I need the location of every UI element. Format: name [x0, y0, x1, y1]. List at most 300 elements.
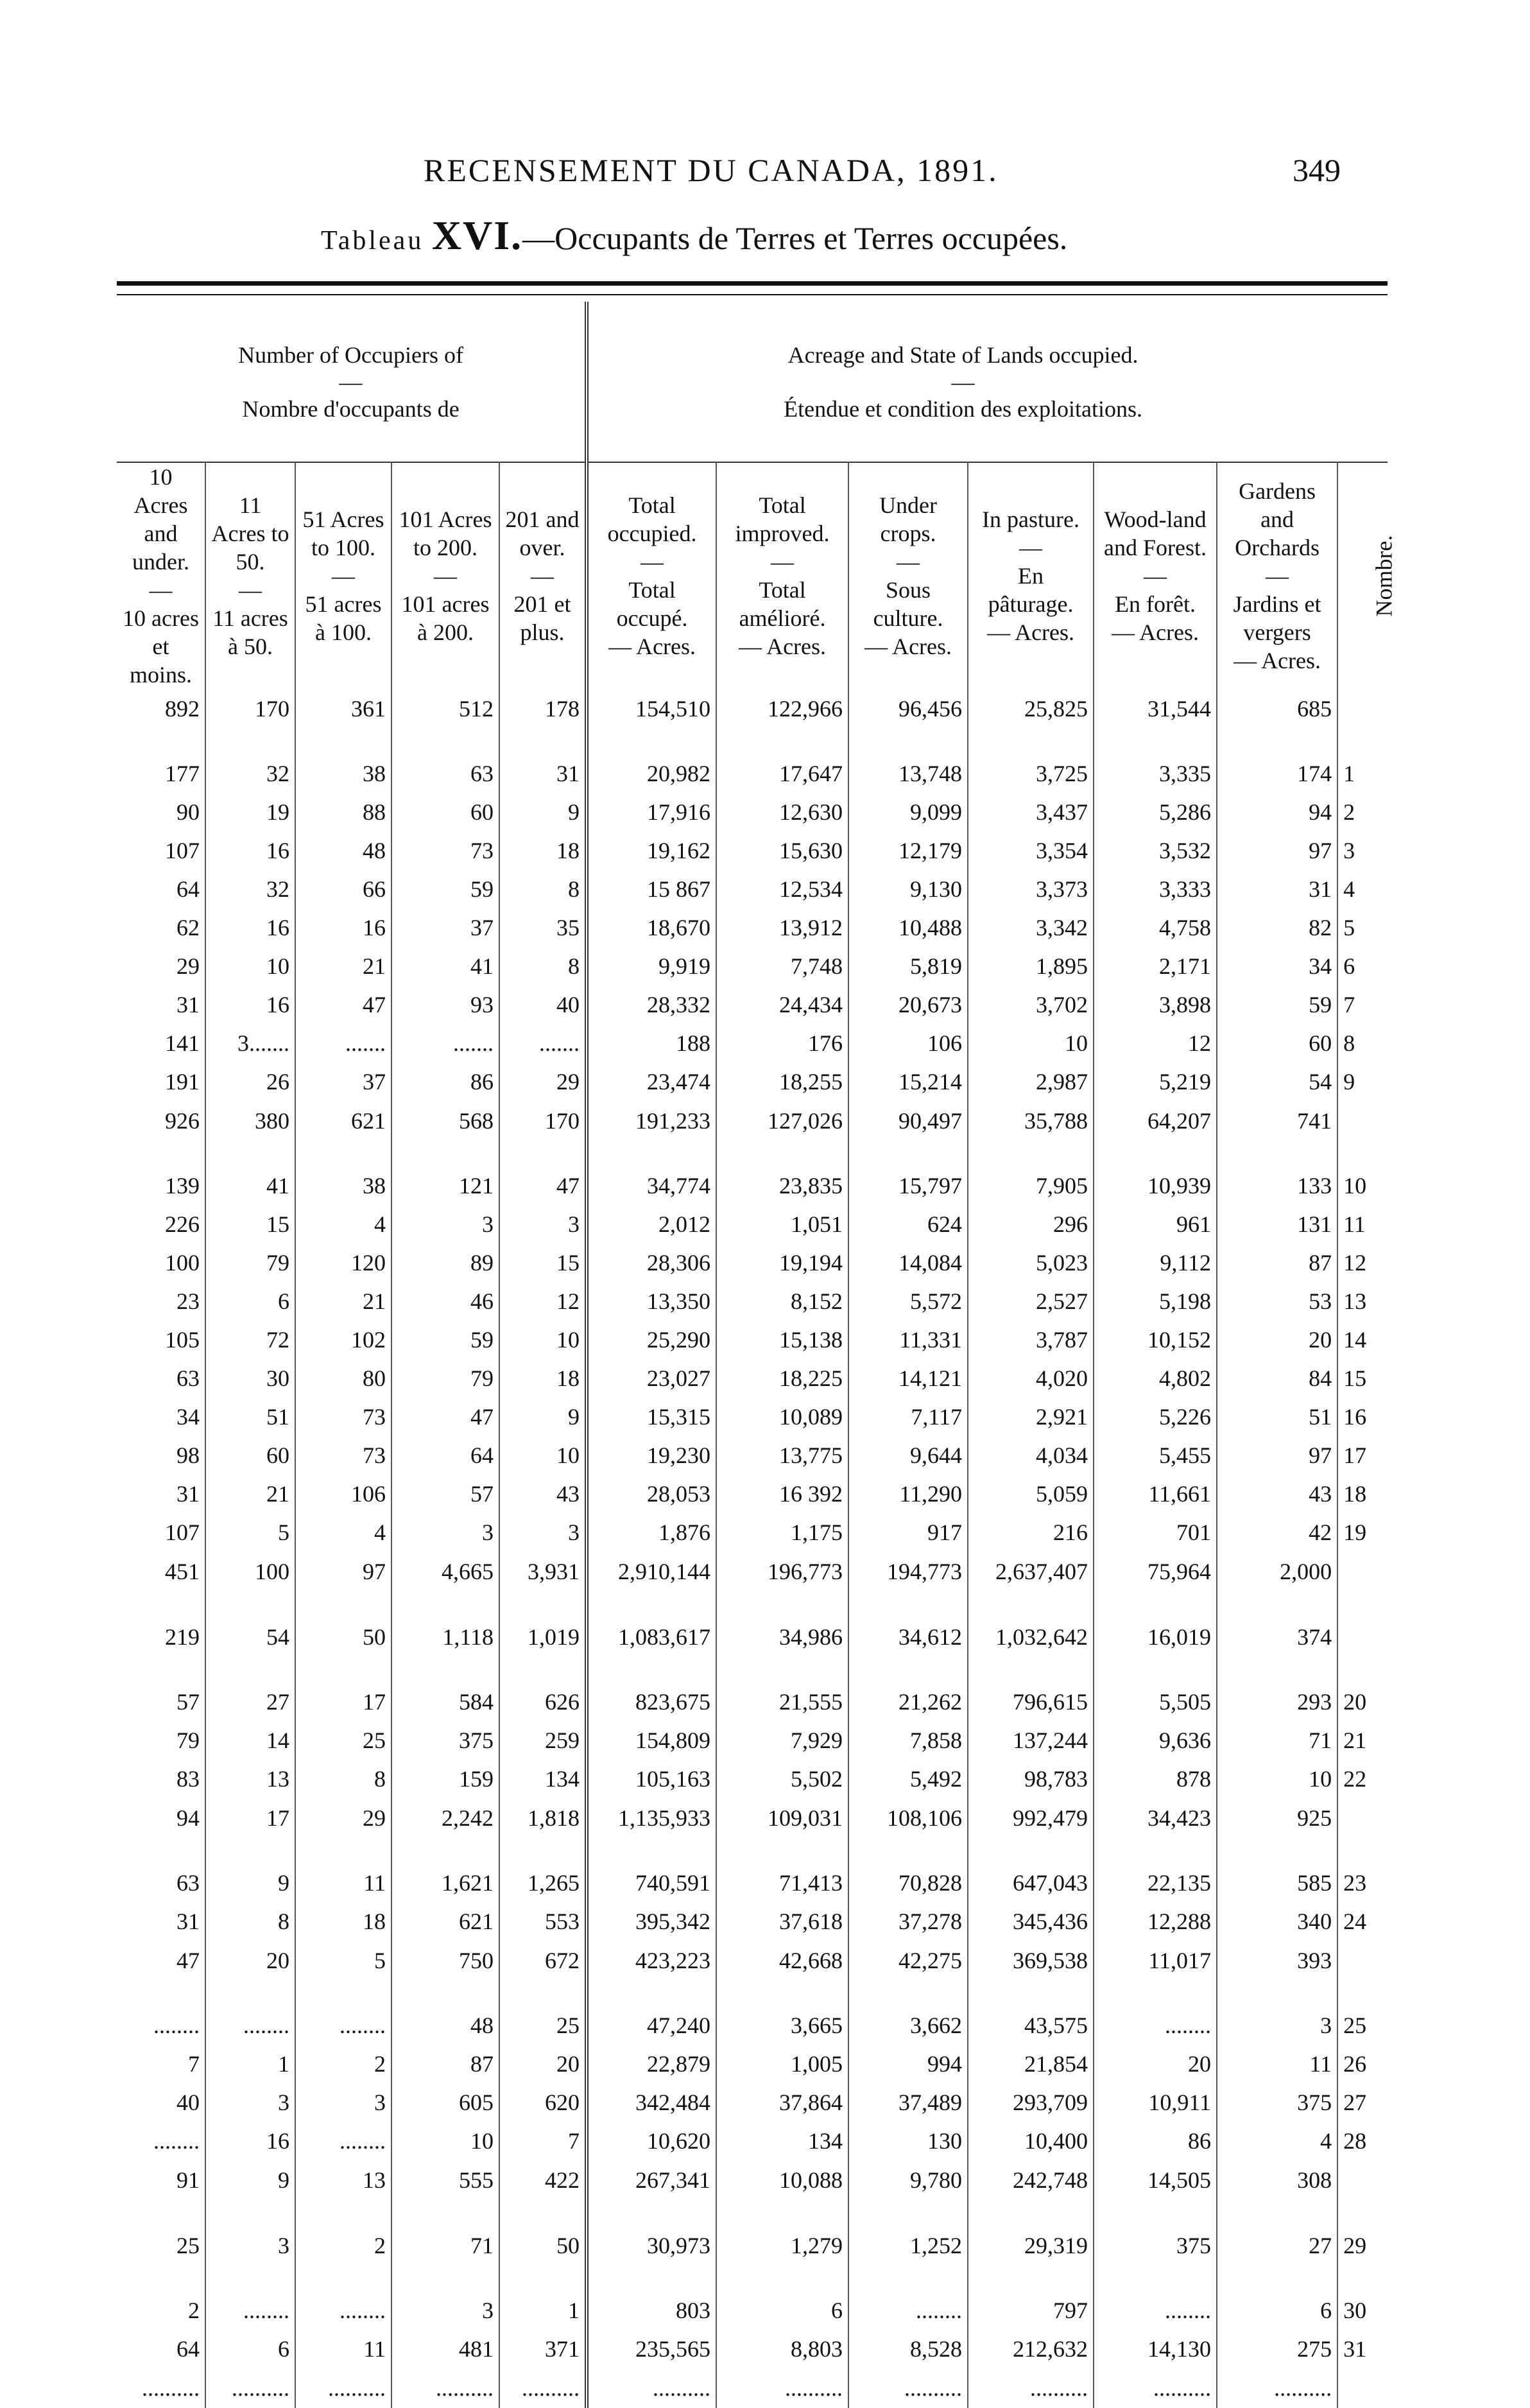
- gap-cell: [391, 2200, 499, 2226]
- table-cell: 5,226: [1094, 1398, 1217, 1436]
- table-cell-ref: 14: [1343, 1327, 1367, 1353]
- table-cell: 134: [716, 2122, 848, 2160]
- table-cell: 17,647: [716, 754, 848, 793]
- table-cell: 34,774: [587, 1166, 716, 1205]
- table-cell: 568: [391, 1101, 499, 1141]
- table-cell: 176: [716, 1024, 848, 1062]
- gap-cell: [716, 2200, 848, 2226]
- table-cell: ........: [295, 2291, 391, 2330]
- table-cell: 375: [391, 1721, 499, 1760]
- row-gap: [117, 1591, 1388, 1617]
- gap-cell: [1337, 1657, 1388, 1683]
- gap-cell: [1217, 1591, 1337, 1617]
- gap-cell: [1094, 729, 1217, 754]
- column-header-in-pasture: In pasture. — En pâturage. — Acres.: [968, 462, 1094, 689]
- gap-cell: [587, 729, 716, 754]
- table-cell: 5,819: [848, 947, 968, 985]
- table-cell: 18: [499, 1359, 587, 1398]
- table-cell: 16: [205, 2122, 295, 2160]
- table-cell: 37,618: [716, 1902, 848, 1941]
- gap-cell: [848, 1980, 968, 2006]
- gap-cell: [968, 1657, 1094, 1683]
- table-cell: 878: [1094, 1760, 1217, 1798]
- column-header-101-200-acres: 101 Acres to 200. — 101 acres à 200.: [391, 462, 499, 689]
- table-row: [117, 985, 1388, 1024]
- table-cell: 10,488: [848, 908, 968, 947]
- table-cell: 5,198: [1094, 1282, 1217, 1321]
- table-cell: 47,240: [587, 2006, 716, 2045]
- table-cell: 308: [1217, 2160, 1337, 2200]
- table-cell: 20,673: [848, 985, 968, 1024]
- table-cell: 3,373: [968, 870, 1094, 908]
- table-cell: 20: [205, 1941, 295, 1980]
- table-cell: 196,773: [716, 1552, 848, 1591]
- table-cell: 8: [295, 1760, 391, 1798]
- table-cell: 3,335: [1094, 754, 1217, 793]
- gap-cell: [295, 1980, 391, 2006]
- table-cell: 66: [295, 870, 391, 908]
- table-cell: 605: [391, 2083, 499, 2122]
- table-cell: 18: [499, 831, 587, 870]
- table-cell-ref: 21: [1343, 1728, 1367, 1753]
- gap-cell: [716, 1838, 848, 1864]
- table-cell: 53: [1217, 1282, 1337, 1321]
- table-cell: 423,223: [587, 1941, 716, 1980]
- table-cell: 1,135,933: [587, 1798, 716, 1838]
- table-cell: 54: [205, 1617, 295, 1657]
- table-cell: .......: [295, 1024, 391, 1062]
- table-cell: 64,207: [1094, 1101, 1217, 1141]
- table-cell: 38: [295, 1166, 391, 1205]
- column-header-woodland-forest: Wood-land and Forest. — En forêt. — Acres.: [1094, 462, 1217, 689]
- table-cell: 100: [117, 1243, 205, 1282]
- table-cell: 23: [117, 1282, 205, 1321]
- gap-cell: [587, 1980, 716, 2006]
- table-cell: 46: [391, 1282, 499, 1321]
- table-row: [117, 870, 1388, 908]
- table-cell-ref: [1337, 1798, 1388, 1838]
- table-cell: 647,043: [968, 1864, 1094, 1902]
- header-column-row: [117, 462, 1388, 689]
- table-cell: 25: [499, 2006, 587, 2045]
- table-cell: 3,725: [968, 754, 1094, 793]
- table-row: [117, 1321, 1388, 1359]
- table-cell: 14: [205, 1721, 295, 1760]
- gap-cell: [1337, 1591, 1388, 1617]
- header-group-empty: [1337, 302, 1388, 462]
- table-cell: 63: [117, 1359, 205, 1398]
- gap-cell: [205, 1591, 295, 1617]
- table-cell-ref: 15: [1343, 1365, 1367, 1391]
- table-cell: 84: [1217, 1359, 1337, 1398]
- table-cell: 31: [499, 754, 587, 793]
- table-row: [117, 1864, 1388, 1902]
- table-cell: 1: [205, 2045, 295, 2083]
- table-cell: 14,084: [848, 1243, 968, 1282]
- table-cell: ..........: [295, 2368, 391, 2408]
- table-cell: 395,342: [587, 1902, 716, 1941]
- table-cell: 7: [499, 2122, 587, 2160]
- table-cell: 37,489: [848, 2083, 968, 2122]
- gap-cell: [1217, 1980, 1337, 2006]
- row-gap: [117, 1838, 1388, 1864]
- table-row: [117, 1062, 1388, 1101]
- table-cell: 47: [295, 985, 391, 1024]
- table-cell: 7,858: [848, 1721, 968, 1760]
- table-cell: 37,278: [848, 1902, 968, 1941]
- table-cell: 10,089: [716, 1398, 848, 1436]
- table-cell: 127,026: [716, 1101, 848, 1141]
- table-cell: 120: [295, 1243, 391, 1282]
- gap-cell: [968, 1591, 1094, 1617]
- table-cell: 375: [1217, 2083, 1337, 2122]
- table-cell: 29: [117, 947, 205, 985]
- table-row: [117, 1475, 1388, 1513]
- table-cell: 73: [295, 1436, 391, 1475]
- page-number: 349: [1293, 152, 1341, 188]
- table-cell: 8: [499, 870, 587, 908]
- table-cell: 296: [968, 1205, 1094, 1243]
- table-cell: 100: [205, 1552, 295, 1591]
- gap-cell: [587, 1141, 716, 1166]
- table-cell: 14,130: [1094, 2330, 1217, 2368]
- table-cell: 122,966: [716, 689, 848, 729]
- table-cell: 108,106: [848, 1798, 968, 1838]
- table-row: [117, 2122, 1388, 2160]
- table-cell: 11,661: [1094, 1475, 1217, 1513]
- table-cell: 31,544: [1094, 689, 1217, 729]
- table-cell: 3: [205, 2226, 295, 2265]
- table-cell: 107: [117, 1513, 205, 1552]
- table-cell: 672: [499, 1941, 587, 1980]
- table-cell: 35,788: [968, 1101, 1094, 1141]
- table-cell: 10,152: [1094, 1321, 1217, 1359]
- table-cell: ........: [295, 2006, 391, 2045]
- table-cell: 93: [391, 985, 499, 1024]
- gap-cell: [295, 1141, 391, 1166]
- table-cell-ref: 20: [1343, 1689, 1367, 1715]
- table-cell: 15,138: [716, 1321, 848, 1359]
- table-cell: 48: [295, 831, 391, 870]
- gap-cell: [499, 1657, 587, 1683]
- table-cell: 750: [391, 1941, 499, 1980]
- table-cell: 7,117: [848, 1398, 968, 1436]
- column-header-nombre: Nombre.: [1371, 535, 1397, 617]
- table-row: [117, 2006, 1388, 2045]
- table-cell: 22,135: [1094, 1864, 1217, 1902]
- table-row: [117, 1282, 1388, 1321]
- table-cell: 90: [117, 793, 205, 831]
- table-cell: 105,163: [587, 1760, 716, 1798]
- table-cell: 4: [1217, 2122, 1337, 2160]
- table-cell: 21,555: [716, 1683, 848, 1721]
- table-cell: 3: [499, 1513, 587, 1552]
- table-cell: 86: [391, 1062, 499, 1101]
- table-cell: 35: [499, 908, 587, 947]
- table-cell: 10: [499, 1436, 587, 1475]
- table-cell: 925: [1217, 1798, 1337, 1838]
- table-cell: 38: [295, 754, 391, 793]
- table-cell: 54: [1217, 1062, 1337, 1101]
- table-cell: 961: [1094, 1205, 1217, 1243]
- table-cell: 2,527: [968, 1282, 1094, 1321]
- header-group-row: [117, 302, 1388, 462]
- table-cell: 5,059: [968, 1475, 1094, 1513]
- table-cell: 71,413: [716, 1864, 848, 1902]
- table-cell: 62: [117, 908, 205, 947]
- table-cell: 28,332: [587, 985, 716, 1024]
- table-cell: 194,773: [848, 1552, 968, 1591]
- table-cell: .......: [499, 1024, 587, 1062]
- table-cell: 43: [1217, 1475, 1337, 1513]
- table-cell: 89: [391, 1243, 499, 1282]
- table-cell: ........: [1094, 2006, 1217, 2045]
- table-cell: 106: [295, 1475, 391, 1513]
- table-cell: ..........: [391, 2368, 499, 2408]
- table-cell: 1,032,642: [968, 1617, 1094, 1657]
- table-cell: ..........: [716, 2368, 848, 2408]
- table-cell: 8: [205, 1902, 295, 1941]
- table-cell: 4: [295, 1513, 391, 1552]
- table-cell-ref: 10: [1343, 1173, 1367, 1199]
- gap-cell: [117, 2200, 205, 2226]
- gap-cell: [205, 2265, 295, 2291]
- table-cell: 361: [295, 689, 391, 729]
- table-cell: 57: [117, 1683, 205, 1721]
- table-cell: 2,242: [391, 1798, 499, 1838]
- gap-cell: [716, 1141, 848, 1166]
- table-cell: 59: [1217, 985, 1337, 1024]
- table-cell-ref: 4: [1343, 876, 1355, 902]
- table-cell: 701: [1094, 1513, 1217, 1552]
- table-cell: 25,290: [587, 1321, 716, 1359]
- table-cell-ref: 7: [1343, 992, 1355, 1018]
- table-cell: 34: [1217, 947, 1337, 985]
- table-row-total: [117, 1552, 1388, 1591]
- table-row: [117, 947, 1388, 985]
- table-cell: 26: [205, 1062, 295, 1101]
- table-cell: 7: [117, 2045, 205, 2083]
- table-cell: 3,342: [968, 908, 1094, 947]
- table-cell: 2,000: [1217, 1552, 1337, 1591]
- table-row: [117, 1205, 1388, 1243]
- table-cell: 4,020: [968, 1359, 1094, 1398]
- table-cell: 685: [1217, 689, 1337, 729]
- table-cell: 422: [499, 2160, 587, 2200]
- table-cell: ........: [295, 2122, 391, 2160]
- table-cell: 105: [117, 1321, 205, 1359]
- table-row-total: [117, 1101, 1388, 1141]
- table-cell: 5: [295, 1941, 391, 1980]
- table-cell: 992,479: [968, 1798, 1094, 1838]
- table-cell: 25: [117, 2226, 205, 2265]
- table-cell: 1,265: [499, 1864, 587, 1902]
- table-title: [321, 212, 1067, 259]
- table-cell: 133: [1217, 1166, 1337, 1205]
- gap-cell: [295, 1657, 391, 1683]
- table-cell: 3: [205, 2083, 295, 2122]
- table-cell: 11,017: [1094, 1941, 1217, 1980]
- table-cell-ref: 29: [1343, 2233, 1367, 2258]
- column-header-total-improved: Total improved. — Total amélioré. — Acres.: [716, 462, 848, 689]
- table-cell: 216: [968, 1513, 1094, 1552]
- gap-cell: [391, 1591, 499, 1617]
- column-header-11-50-acres: 11 Acres to 50. — 11 acres à 50.: [205, 462, 295, 689]
- table-cell: 30,973: [587, 2226, 716, 2265]
- table-cell: 21: [205, 1475, 295, 1513]
- table-cell: 94: [1217, 793, 1337, 831]
- gap-cell: [1094, 2200, 1217, 2226]
- table-cell: 11: [295, 2330, 391, 2368]
- row-gap: [117, 1141, 1388, 1166]
- table-cell-ref: 1: [1343, 761, 1355, 786]
- table-cell: 42,668: [716, 1941, 848, 1980]
- gap-cell: [1337, 729, 1388, 754]
- table-cell: 43,575: [968, 2006, 1094, 2045]
- table-cell: 97: [1217, 831, 1337, 870]
- table-cell: 18,670: [587, 908, 716, 947]
- gap-cell: [848, 1141, 968, 1166]
- gap-cell: [391, 1141, 499, 1166]
- table-cell: 5,502: [716, 1760, 848, 1798]
- table-cell: 15,797: [848, 1166, 968, 1205]
- table-cell: 9,780: [848, 2160, 968, 2200]
- table-cell: 342,484: [587, 2083, 716, 2122]
- table-cell: 626: [499, 1683, 587, 1721]
- table-row-total: [117, 2226, 1388, 2265]
- table-row: [117, 2291, 1388, 2330]
- gap-cell: [295, 1838, 391, 1864]
- table-cell: 137,244: [968, 1721, 1094, 1760]
- table-cell: 10,400: [968, 2122, 1094, 2160]
- table-cell-ref: 16: [1343, 1404, 1367, 1430]
- table-cell: 23,474: [587, 1062, 716, 1101]
- table-cell-ref: 12: [1343, 1250, 1367, 1276]
- table-cell-ref: [1337, 2160, 1388, 2200]
- gap-cell: [1217, 1141, 1337, 1166]
- table-cell: 369,538: [968, 1941, 1094, 1980]
- gap-cell: [968, 729, 1094, 754]
- table-cell: 1,005: [716, 2045, 848, 2083]
- table-cell-ref: [1337, 1941, 1388, 1980]
- table-cell: 5,572: [848, 1282, 968, 1321]
- table-cell: 3: [391, 1205, 499, 1243]
- gap-cell: [295, 729, 391, 754]
- table-cell: 15 867: [587, 870, 716, 908]
- census-table: [117, 302, 1397, 2408]
- gap-cell: [716, 1657, 848, 1683]
- gap-cell: [968, 1141, 1094, 1166]
- table-cell: 27: [1217, 2226, 1337, 2265]
- table-cell: 9,636: [1094, 1721, 1217, 1760]
- table-cell: 823,675: [587, 1683, 716, 1721]
- table-title-label: Tableau: [321, 226, 424, 256]
- table-cell: 59: [391, 870, 499, 908]
- table-cell: 380: [205, 1101, 295, 1141]
- table-cell: 13,350: [587, 1282, 716, 1321]
- table-cell: 191,233: [587, 1101, 716, 1141]
- table-cell: 42: [1217, 1513, 1337, 1552]
- table-cell: 13,912: [716, 908, 848, 947]
- table-cell: 3.......: [205, 1024, 295, 1062]
- table-cell: ..........: [1217, 2368, 1337, 2408]
- gap-cell: [205, 2200, 295, 2226]
- table-cell: 1,621: [391, 1864, 499, 1902]
- table-cell: 10,088: [716, 2160, 848, 2200]
- table-cell: 8,803: [716, 2330, 848, 2368]
- gap-cell: [117, 1657, 205, 1683]
- gap-cell: [1217, 2265, 1337, 2291]
- table-row-total: [117, 1617, 1388, 1657]
- table-cell: 7,905: [968, 1166, 1094, 1205]
- gap-cell: [1217, 729, 1337, 754]
- table-cell: 10: [1217, 1760, 1337, 1798]
- table-cell: 16 392: [716, 1475, 848, 1513]
- table-cell: 481: [391, 2330, 499, 2368]
- table-cell: 7,748: [716, 947, 848, 985]
- table-cell-ref: 17: [1343, 1442, 1367, 1468]
- table-cell: 393: [1217, 1941, 1337, 1980]
- table-cell: 3: [295, 2083, 391, 2122]
- gap-cell: [499, 2200, 587, 2226]
- gap-cell: [968, 1980, 1094, 2006]
- table-cell: 267,341: [587, 2160, 716, 2200]
- table-row: [117, 908, 1388, 947]
- table-cell: 8,152: [716, 1282, 848, 1321]
- table-cell: 10,620: [587, 2122, 716, 2160]
- table-cell: 11: [295, 1864, 391, 1902]
- table-cell: 13,748: [848, 754, 968, 793]
- gap-cell: [968, 1838, 1094, 1864]
- table-cell-ref: 31: [1343, 2336, 1367, 2362]
- table-cell: 451: [117, 1552, 205, 1591]
- table-cell: 892: [117, 689, 205, 729]
- table-cell-ref: 13: [1343, 1288, 1367, 1314]
- top-rule: [117, 281, 1388, 286]
- table-cell: 8: [499, 947, 587, 985]
- table-cell: 3,702: [968, 985, 1094, 1024]
- row-gap: [117, 1980, 1388, 2006]
- gap-cell: [391, 1657, 499, 1683]
- table-cell: 12: [1094, 1024, 1217, 1062]
- table-row: [117, 1024, 1388, 1062]
- table-cell: 4,802: [1094, 1359, 1217, 1398]
- table-cell: 1,895: [968, 947, 1094, 985]
- table-cell: 293: [1217, 1683, 1337, 1721]
- table-cell: 12,630: [716, 793, 848, 831]
- table-cell: 5,023: [968, 1243, 1094, 1282]
- table-cell: 57: [391, 1475, 499, 1513]
- table-cell: 134: [499, 1760, 587, 1798]
- gap-cell: [205, 729, 295, 754]
- table-cell: 1,818: [499, 1798, 587, 1838]
- table-cell: 83: [117, 1760, 205, 1798]
- gap-cell: [968, 2200, 1094, 2226]
- table-cell: 31: [1217, 870, 1337, 908]
- gap-cell: [1094, 1141, 1217, 1166]
- table-cell-ref: 18: [1343, 1481, 1367, 1507]
- table-cell: 3,931: [499, 1552, 587, 1591]
- gap-cell: [587, 1838, 716, 1864]
- table-cell: 41: [391, 947, 499, 985]
- table-row: [117, 2330, 1388, 2368]
- table-cell: 1,279: [716, 2226, 848, 2265]
- table-cell: 51: [1217, 1398, 1337, 1436]
- table-cell: 9: [499, 793, 587, 831]
- table-cell: ..........: [205, 2368, 295, 2408]
- table-cell: 30: [205, 1359, 295, 1398]
- table-cell: 34,612: [848, 1617, 968, 1657]
